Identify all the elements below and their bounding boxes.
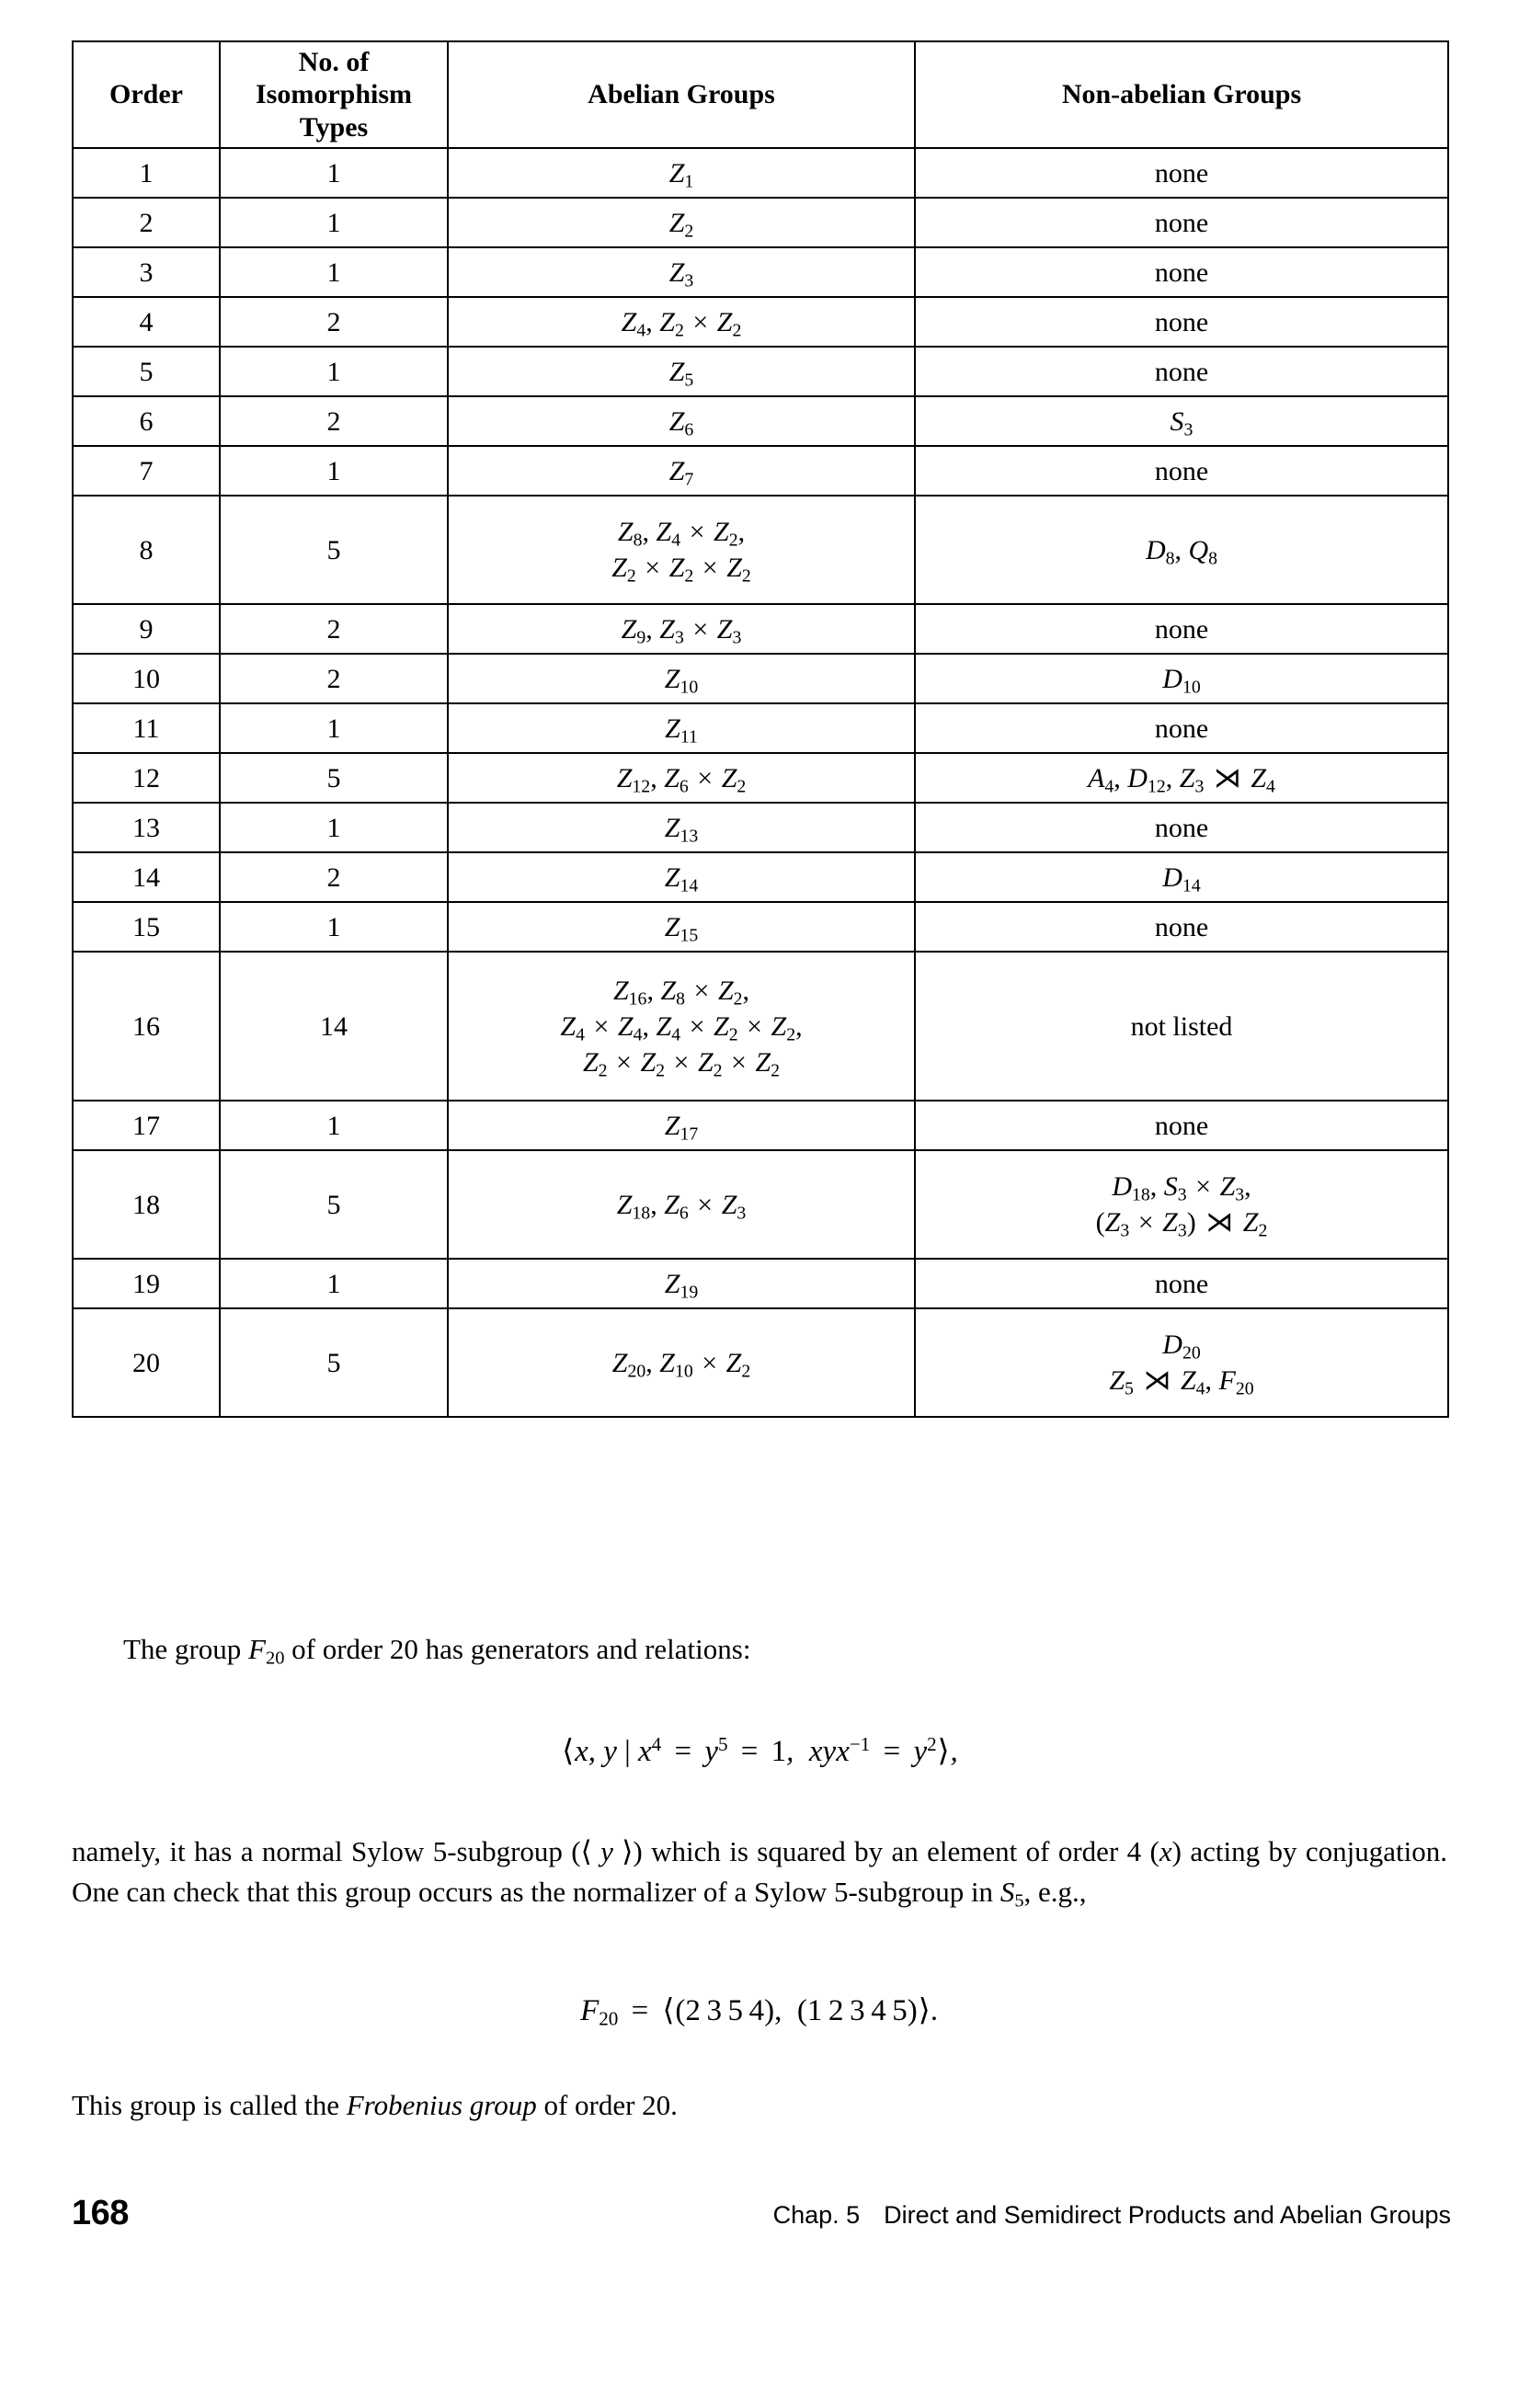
- cell-non-abelian-groups: [915, 1150, 1448, 1259]
- table-row: [73, 952, 1448, 1101]
- cell-abelian-groups: [448, 654, 915, 703]
- abelian-group-line: $Z_{17}$: [664, 1110, 699, 1145]
- cell-order: 2: [73, 198, 220, 247]
- abelian-group-line: $Z_{16}$, $Z_8 \times Z_2$,: [612, 975, 750, 1010]
- cell-non-abelian-groups: [915, 852, 1448, 902]
- non-abelian-group-line: none: [1154, 713, 1209, 744]
- cell-non-abelian-groups: [915, 952, 1448, 1101]
- non-abelian-group-line: $A_4$, $D_{12}$, $Z_3$ ⋊ $Z_4$: [1088, 762, 1275, 797]
- abelian-group-line: $Z_8$, $Z_4 \times Z_2$,: [617, 517, 746, 551]
- abelian-group-line: $Z_{15}$: [664, 911, 699, 946]
- abelian-group-line: $Z_2 \times Z_2 \times Z_2$: [611, 553, 751, 587]
- cell-isomorphism-types: 2: [220, 396, 448, 446]
- cell-order: 6: [73, 396, 220, 446]
- cell-isomorphism-types: 5: [220, 1150, 448, 1259]
- table-header: [73, 41, 1448, 148]
- cell-order: 4: [73, 297, 220, 347]
- cell-non-abelian-groups: [915, 703, 1448, 753]
- cell-order: 20: [73, 1308, 220, 1417]
- non-abelian-group-line: none: [1154, 207, 1209, 238]
- abelian-group-line: $Z_{12}$, $Z_6 \times Z_2$: [616, 762, 747, 797]
- cell-isomorphism-types: 1: [220, 148, 448, 198]
- cell-abelian-groups: [448, 297, 915, 347]
- table-body: [73, 148, 1448, 1417]
- non-abelian-group-line: none: [1154, 1268, 1209, 1299]
- cell-order: 1: [73, 148, 220, 198]
- non-abelian-group-line: $Z_5$ ⋊ $Z_4$, $F_{20}$: [1109, 1365, 1254, 1399]
- table-row: [73, 396, 1448, 446]
- cell-abelian-groups: [448, 1308, 915, 1417]
- cell-abelian-groups: [448, 1150, 915, 1259]
- non-abelian-group-line: none: [1154, 356, 1209, 387]
- non-abelian-group-line: none: [1154, 455, 1209, 486]
- abelian-group-line: $Z_2$: [668, 207, 694, 242]
- non-abelian-group-line: $D_{18}$, $S_3 \times Z_3$,: [1112, 1171, 1251, 1205]
- equation-f20-permutations: $F_{20}$ = ⟨(2 3 5 4), (1 2 3 4 5)⟩.: [580, 1994, 939, 2030]
- cell-isomorphism-types: 1: [220, 803, 448, 852]
- cell-abelian-groups: [448, 604, 915, 654]
- table-row: [73, 297, 1448, 347]
- cell-order: 9: [73, 604, 220, 654]
- cell-isomorphism-types: 5: [220, 496, 448, 604]
- cell-isomorphism-types: 1: [220, 902, 448, 952]
- table-row: [73, 496, 1448, 604]
- paragraph-frobenius-name: This group is called the Frobenius group of order 20.: [72, 2089, 678, 2121]
- cell-non-abelian-groups: [915, 446, 1448, 496]
- cell-non-abelian-groups: [915, 1259, 1448, 1308]
- cell-order: 17: [73, 1101, 220, 1150]
- non-abelian-group-line: none: [1154, 157, 1209, 188]
- running-head: [773, 2201, 1451, 2230]
- table-row: [73, 1259, 1448, 1308]
- cell-non-abelian-groups: [915, 1308, 1448, 1417]
- table-row: [73, 198, 1448, 247]
- non-abelian-group-line: none: [1154, 812, 1209, 843]
- table-header-row: [73, 41, 1448, 148]
- cell-abelian-groups: [448, 446, 915, 496]
- abelian-group-line: $Z_7$: [668, 455, 694, 490]
- non-abelian-group-line: $S_3$: [1170, 405, 1194, 440]
- cell-non-abelian-groups: [915, 1101, 1448, 1150]
- cell-isomorphism-types: 1: [220, 198, 448, 247]
- cell-abelian-groups: [448, 902, 915, 952]
- chapter-label: Chap. 5: [772, 2201, 861, 2229]
- cell-order: 14: [73, 852, 220, 902]
- cell-order: 7: [73, 446, 220, 496]
- cell-isomorphism-types: 5: [220, 1308, 448, 1417]
- table-row: [73, 753, 1448, 803]
- column-header-types: No. of Isomorphism Types: [220, 41, 448, 148]
- cell-order: 13: [73, 803, 220, 852]
- cell-non-abelian-groups: [915, 396, 1448, 446]
- table-row: [73, 247, 1448, 297]
- cell-abelian-groups: [448, 396, 915, 446]
- abelian-group-line: $Z_3$: [668, 257, 694, 291]
- cell-isomorphism-types: 14: [220, 952, 448, 1101]
- cell-non-abelian-groups: [915, 198, 1448, 247]
- non-abelian-group-line: $D_{10}$: [1162, 663, 1201, 698]
- cell-isomorphism-types: 1: [220, 347, 448, 396]
- non-abelian-group-line: none: [1154, 306, 1209, 337]
- table-row: [73, 1308, 1448, 1417]
- cell-order: 15: [73, 902, 220, 952]
- cell-non-abelian-groups: [915, 654, 1448, 703]
- paragraph-sylow-explanation: namely, it has a normal Sylow 5-subgroup (⟨ y ⟩) which is squared by an element of order 4 (x) acting by conjugation. One can check that this group occurs as the normalizer of a Sylow 5-subgroup in $S_5$, e.g.,: [72, 1835, 1447, 1912]
- non-abelian-group-line: none: [1154, 613, 1209, 645]
- non-abelian-group-line: none: [1154, 911, 1209, 942]
- page-number: 168: [72, 2194, 129, 2232]
- table-row: [73, 1101, 1448, 1150]
- table-row: [73, 803, 1448, 852]
- abelian-group-line: $Z_2 \times Z_2 \times Z_2 \times Z_2$: [582, 1046, 781, 1081]
- abelian-group-line: $Z_{13}$: [664, 812, 699, 847]
- cell-order: 5: [73, 347, 220, 396]
- abelian-group-line: $Z_6$: [668, 405, 694, 440]
- cell-non-abelian-groups: [915, 496, 1448, 604]
- cell-order: 3: [73, 247, 220, 297]
- cell-abelian-groups: [448, 347, 915, 396]
- table-row: [73, 446, 1448, 496]
- cell-non-abelian-groups: [915, 347, 1448, 396]
- table-row: [73, 654, 1448, 703]
- abelian-group-line: $Z_9$, $Z_3 \times Z_3$: [621, 613, 742, 648]
- cell-abelian-groups: [448, 803, 915, 852]
- cell-abelian-groups: [448, 703, 915, 753]
- column-header-abelian: Abelian Groups: [448, 41, 915, 148]
- cell-isomorphism-types: 1: [220, 446, 448, 496]
- cell-isomorphism-types: 1: [220, 1101, 448, 1150]
- abelian-group-line: $Z_1$: [668, 157, 694, 192]
- cell-non-abelian-groups: [915, 803, 1448, 852]
- non-abelian-group-line: none: [1154, 257, 1209, 288]
- table-row: [73, 604, 1448, 654]
- cell-isomorphism-types: 1: [220, 1259, 448, 1308]
- cell-order: 19: [73, 1259, 220, 1308]
- group-classification-table: [72, 40, 1449, 1418]
- cell-abelian-groups: [448, 1101, 915, 1150]
- cell-abelian-groups: [448, 247, 915, 297]
- table-row: [73, 902, 1448, 952]
- cell-order: 16: [73, 952, 220, 1101]
- cell-abelian-groups: [448, 753, 915, 803]
- chapter-title: Direct and Semidirect Products and Abelian Groups: [884, 2201, 1451, 2229]
- cell-non-abelian-groups: [915, 902, 1448, 952]
- cell-order: 18: [73, 1150, 220, 1259]
- cell-abelian-groups: [448, 852, 915, 902]
- cell-abelian-groups: [448, 198, 915, 247]
- cell-order: 11: [73, 703, 220, 753]
- non-abelian-group-line: none: [1154, 1110, 1209, 1141]
- cell-non-abelian-groups: [915, 297, 1448, 347]
- table-row: [73, 148, 1448, 198]
- cell-isomorphism-types: 2: [220, 852, 448, 902]
- cell-abelian-groups: [448, 952, 915, 1101]
- cell-isomorphism-types: 2: [220, 604, 448, 654]
- table-row: [73, 703, 1448, 753]
- table-row: [73, 1150, 1448, 1259]
- abelian-group-line: $Z_4 \times Z_4$, $Z_4 \times Z_2 \times Z_2$,: [560, 1010, 803, 1045]
- paragraph-generators-intro: The group $F_{20}$ of order 20 has generators and relations:: [123, 1633, 751, 1669]
- cell-non-abelian-groups: [915, 247, 1448, 297]
- abelian-group-line: $Z_{14}$: [664, 862, 699, 896]
- abelian-group-line: $Z_{20}$, $Z_{10} \times Z_2$: [611, 1347, 751, 1382]
- cell-non-abelian-groups: [915, 753, 1448, 803]
- abelian-group-line: $Z_{19}$: [664, 1268, 699, 1303]
- equation-presentation: ⟨x, y | $x^4 = y^5 = 1$, $xyx^{-1} = y^2⟩$,: [562, 1733, 958, 1768]
- abelian-group-line: $Z_4$, $Z_2 \times Z_2$: [621, 306, 742, 341]
- abelian-group-line: $Z_5$: [668, 356, 694, 391]
- table-row: [73, 347, 1448, 396]
- cell-isomorphism-types: 2: [220, 297, 448, 347]
- non-abelian-group-line: $D_8$, $Q_8$: [1145, 534, 1218, 569]
- cell-isomorphism-types: 1: [220, 703, 448, 753]
- cell-order: 10: [73, 654, 220, 703]
- cell-isomorphism-types: 5: [220, 753, 448, 803]
- non-abelian-group-line: not listed: [1130, 1010, 1233, 1042]
- page-footer: [72, 2194, 1451, 2240]
- abelian-group-line: $Z_{18}$, $Z_6 \times Z_3$: [616, 1189, 747, 1224]
- cell-abelian-groups: [448, 496, 915, 604]
- group-classification-table-container: [72, 40, 1447, 1418]
- column-header-order: Order: [73, 41, 220, 148]
- column-header-non-abelian: Non-abelian Groups: [915, 41, 1448, 148]
- cell-abelian-groups: [448, 1259, 915, 1308]
- cell-order: 8: [73, 496, 220, 604]
- table-row: [73, 852, 1448, 902]
- cell-abelian-groups: [448, 148, 915, 198]
- non-abelian-group-line: $(Z_3 \times Z_3)$ ⋊ $Z_2$: [1095, 1207, 1268, 1241]
- abelian-group-line: $Z_{10}$: [664, 663, 699, 698]
- cell-isomorphism-types: 2: [220, 654, 448, 703]
- cell-non-abelian-groups: [915, 604, 1448, 654]
- abelian-group-line: $Z_{11}$: [665, 713, 698, 748]
- non-abelian-group-line: $D_{14}$: [1162, 862, 1201, 896]
- non-abelian-group-line: $D_{20}$: [1162, 1330, 1201, 1364]
- cell-order: 12: [73, 753, 220, 803]
- cell-isomorphism-types: 1: [220, 247, 448, 297]
- cell-non-abelian-groups: [915, 148, 1448, 198]
